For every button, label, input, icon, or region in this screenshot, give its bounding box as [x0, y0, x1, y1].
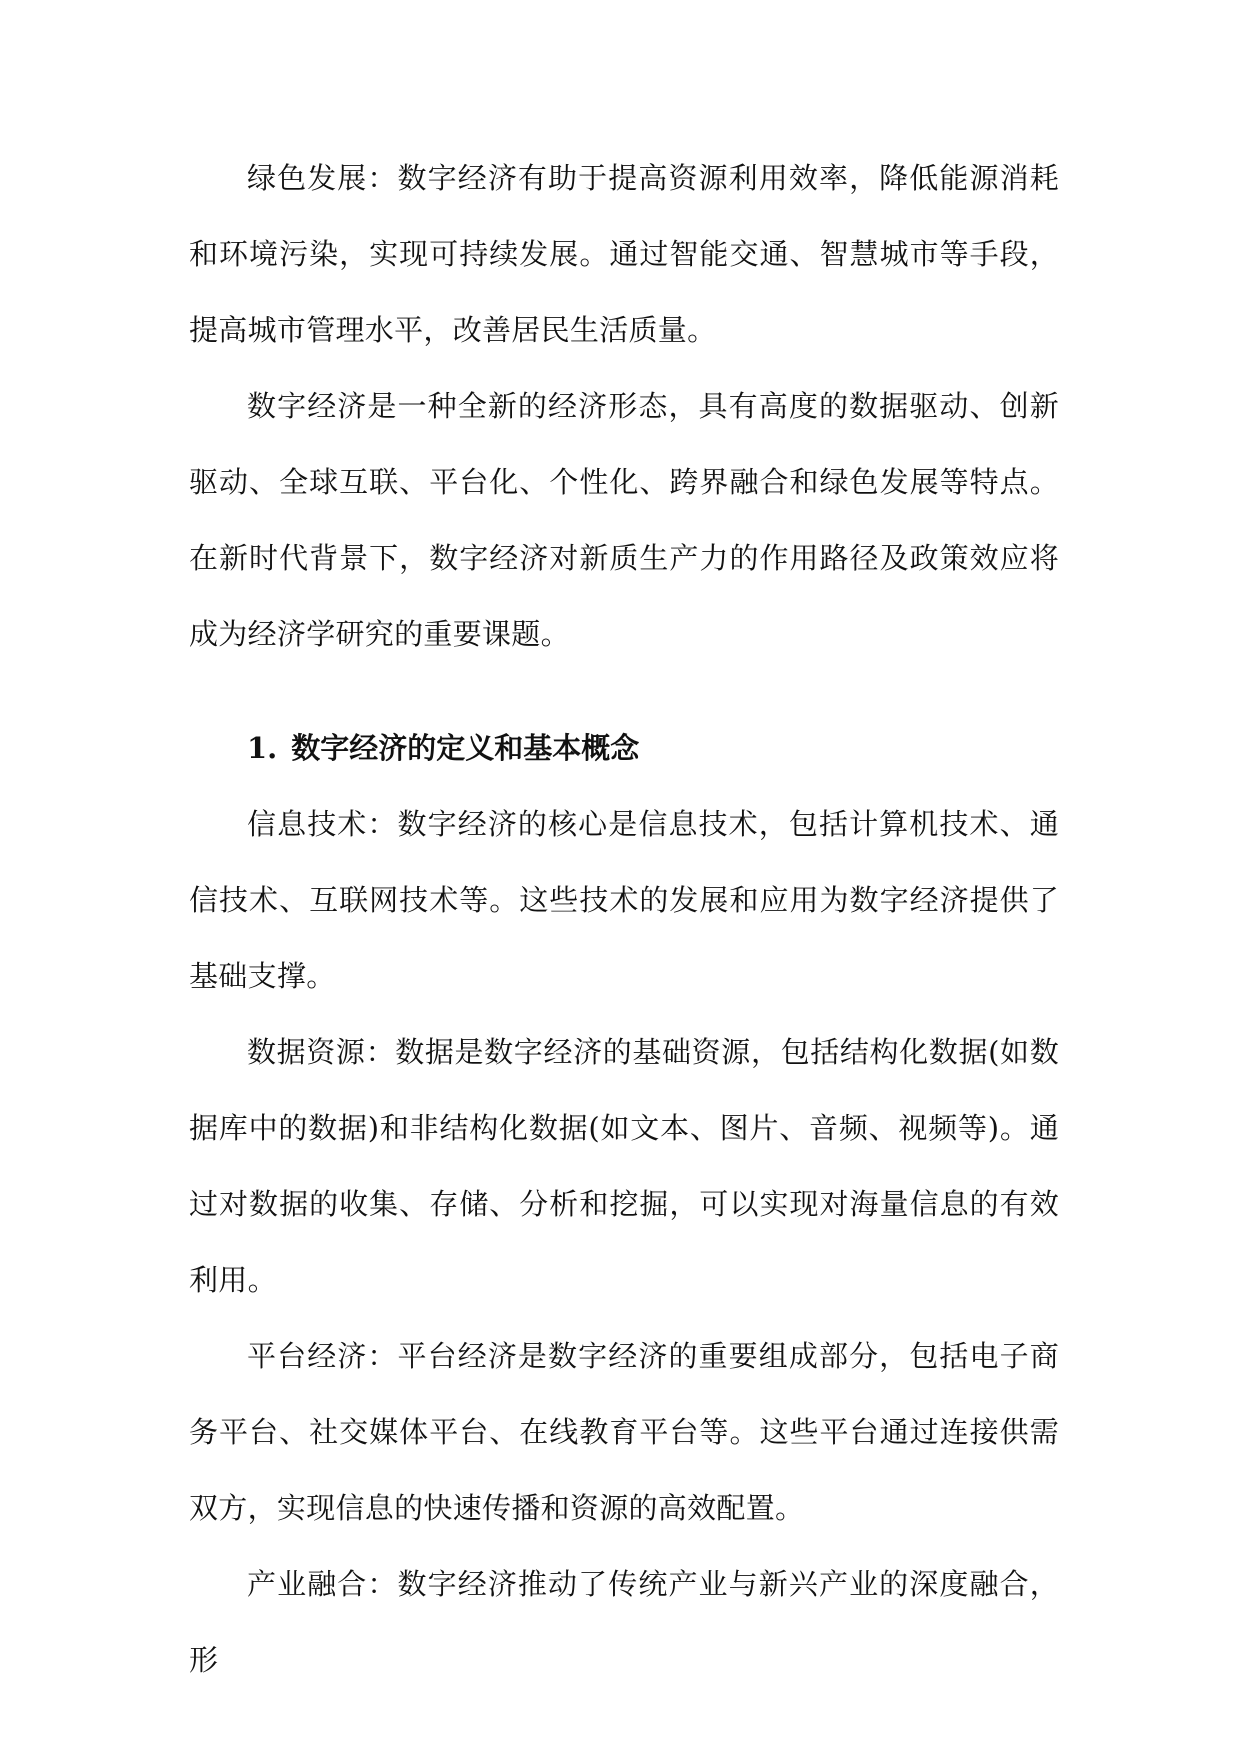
paragraph-industry-integration: 产业融合：数字经济推动了传统产业与新兴产业的深度融合，形 [189, 1567, 1059, 1677]
section-number: 1. [247, 731, 278, 765]
paragraph-data-resources: 数据资源：数据是数字经济的基础资源，包括结构化数据(如数据库中的数据)和非结构化数据(如文本、图片、音频、视频等)。通过对数据的收集、存储、分析和挖掘，可以实现对海量信息的有效利用。 [189, 1035, 1059, 1297]
paragraph-platform-economy: 平台经济：平台经济是数字经济的重要组成部分，包括电子商务平台、社交媒体平台、在线教育平台等。这些平台通过连接供需双方，实现信息的快速传播和资源的高效配置。 [189, 1339, 1059, 1525]
section-title: 数字经济的定义和基本概念 [291, 731, 640, 765]
document-body [189, 140, 1059, 1698]
paragraph-digital-economy-overview: 数字经济是一种全新的经济形态，具有高度的数据驱动、创新驱动、全球互联、平台化、个性化、跨界融合和绿色发展等特点。在新时代背景下，数字经济对新质生产力的作用路径及政策效应将成为经济学研究的重要课题。 [189, 389, 1059, 651]
paragraph-information-technology: 信息技术：数字经济的核心是信息技术，包括计算机技术、通信技术、互联网技术等。这些技术的发展和应用为数字经济提供了基础支撑。 [189, 807, 1059, 993]
paragraph-green-development: 绿色发展：数字经济有助于提高资源利用效率，降低能源消耗和环境污染，实现可持续发展。通过智能交通、智慧城市等手段，提高城市管理水平，改善居民生活质量。 [189, 161, 1059, 347]
section-heading [189, 710, 1059, 786]
